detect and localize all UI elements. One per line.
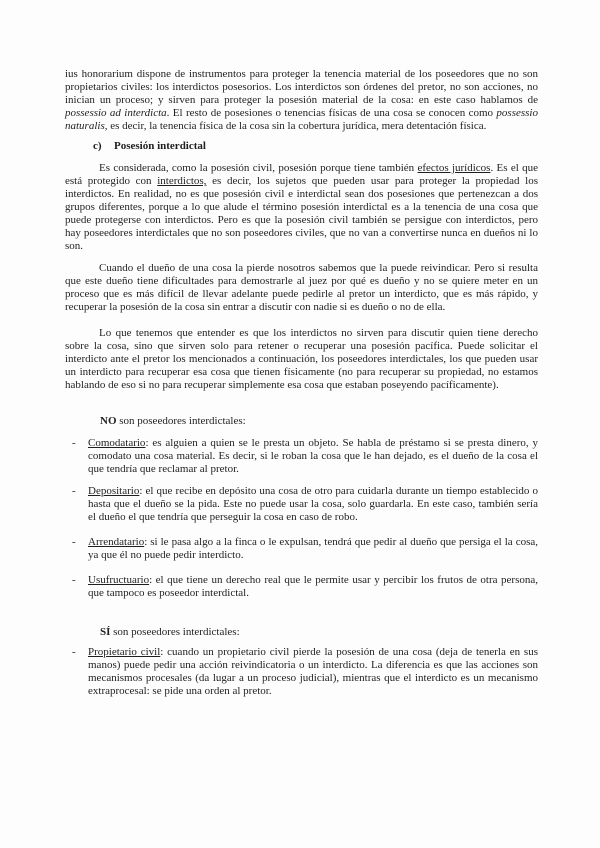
list-item-text <box>88 574 538 600</box>
list-item-marker: - <box>72 536 76 548</box>
latin-term: possessio naturalis <box>65 107 538 132</box>
underlined-term: Depositario <box>88 485 140 497</box>
text-run: : es alguien a quien se le presta un objeto. Se habla de préstamo si se presta dinero, y comodato una cosa material. Es decir, si le roban la cosa que le han dejado, es el dueño de la cosa el que tendría que reclamar al pretor. <box>88 437 538 475</box>
text-run: Lo que tenemos que entender es que los interdictos no sirven para discutir quien tiene derecho sobre la cosa, sino que sirven solo para retener o recuperar una posesión pacífica. Puede solicitar el interdicto ante el pretor los mencionados a continuación, los poseedores interdictales, los que pueden usar un interdicto para recuperar esa cosa que tienen físicamente (no para recuperar su propiedad, no estamos hablando de eso si no para recuperar simplemente esa cosa que estaban poseyendo pacíficamente). <box>65 327 538 391</box>
list-item <box>65 485 538 524</box>
emphasis-bold: SÍ <box>100 626 111 638</box>
list-item-text <box>88 485 538 524</box>
text-run: : si le pasa algo a la finca o le expulsan, tendrá que pedir al dueño que persiga el la cosa, ya que él no puede pedir interdicto. <box>88 536 538 561</box>
section-heading-marker: c) <box>93 140 102 152</box>
text-run: , es decir, la tenencia física de la cosa sin la cobertura jurídica, mera detentación física. <box>104 120 487 132</box>
body-paragraph <box>65 162 538 253</box>
text-run: . El resto de posesiones o tenencias físicas de una cosa se conocen como <box>166 107 497 119</box>
text-run: ius honorarium dispone de instrumentos para proteger la tenencia material de los poseedores que no son propietarios civiles: los interdictos posesorios. Los interdictos son órdenes del pretor, no son acciones, no inician un proceso; y sirven para proteger la posesión material de la cosa: en este caso hablamos de <box>65 68 538 106</box>
document-content <box>65 68 538 698</box>
emphasis-bold: Posesión interdictal <box>114 140 206 152</box>
text-run: son poseedores interdictales: <box>116 415 246 427</box>
list-item <box>65 437 538 476</box>
list-item-marker: - <box>72 437 76 449</box>
list-item-marker: - <box>72 646 76 658</box>
underlined-term: Usufructuario <box>88 574 150 586</box>
body-paragraph <box>65 68 538 133</box>
list-intro <box>65 626 538 639</box>
underlined-term: Comodatario <box>88 437 146 449</box>
list-intro <box>65 415 538 428</box>
body-paragraph <box>65 262 538 314</box>
list-item-text <box>88 646 538 698</box>
text-run: . Es el que está protegido con <box>65 162 538 187</box>
text-run: : cuando un propietario civil pierde la posesión de una cosa (deja de tenerla en sus manos) puede pedir una acción reivindicatoria o un interdicto. La diferencia es que las acciones son mecanismos procesales (da lugar a un proceso judicial), mientras que el interdicto es un mecanismo extraprocesal: se pide una orden al pretor. <box>88 646 538 697</box>
latin-term: possessio ad interdicta <box>65 107 167 119</box>
text-run: : el que recibe en depósito una cosa de otro para cuidarla durante un tiempo establecido o hasta que el dueño se la pida. Este no puede usar la cosa, solo guardarla. En este caso, también sería el dueño el que tendría que perseguir la cosa en caso de robo. <box>88 485 538 523</box>
underlined-term: efectos jurídicos <box>417 162 491 174</box>
text-run: Cuando el dueño de una cosa la pierde nosotros sabemos que la puede reivindicar. Pero si resulta que este dueño tiene dificultades para demostrarle al juez por qué es dueño y no se quiere meter en un proceso que es más difícil de llevar adelante puede pedirle al pretor un interdicto, que es más rápido, y recuperar la posesión de la cosa sin entrar a discutir con nadie si es dueño o no de ella. <box>65 262 538 313</box>
list-item-marker: - <box>72 574 76 586</box>
emphasis-bold: NO <box>100 415 117 427</box>
list-item <box>65 536 538 562</box>
text-run: : el que tiene un derecho real que le permite usar y percibir los frutos de otra persona, que tampoco es poseedor interdictal. <box>88 574 538 599</box>
underlined-term: interdictos, <box>157 175 207 187</box>
list-item-text <box>88 536 538 562</box>
underlined-term: Propietario civil <box>88 646 161 658</box>
list-item <box>65 646 538 698</box>
underlined-term: Arrendatario <box>88 536 145 548</box>
list-item-marker: - <box>72 485 76 497</box>
list-item-text <box>88 437 538 476</box>
text-run: es decir, los sujetos que pueden usar para proteger la propiedad los interdictos. En realidad, no es que posesión civil e interdictal sean dos posesiones que pertenezcan a dos grupos diferentes, porque a lo que alude el término posesión interdictal es a la tenencia de una cosa que puede protegerse con interdictos. Pero es que la posesión civil también se persigue con interdictos, pero hay poseedores interdictales que no son poseedores civiles, que no van a convertirse nunca en dueños ni lo son. <box>65 175 538 252</box>
section-heading <box>65 140 538 153</box>
text-run: Es considerada, como la posesión civil, posesión porque tiene también <box>99 162 418 174</box>
list-item <box>65 574 538 600</box>
text-run: son poseedores interdictales: <box>110 626 240 638</box>
body-paragraph <box>65 327 538 392</box>
